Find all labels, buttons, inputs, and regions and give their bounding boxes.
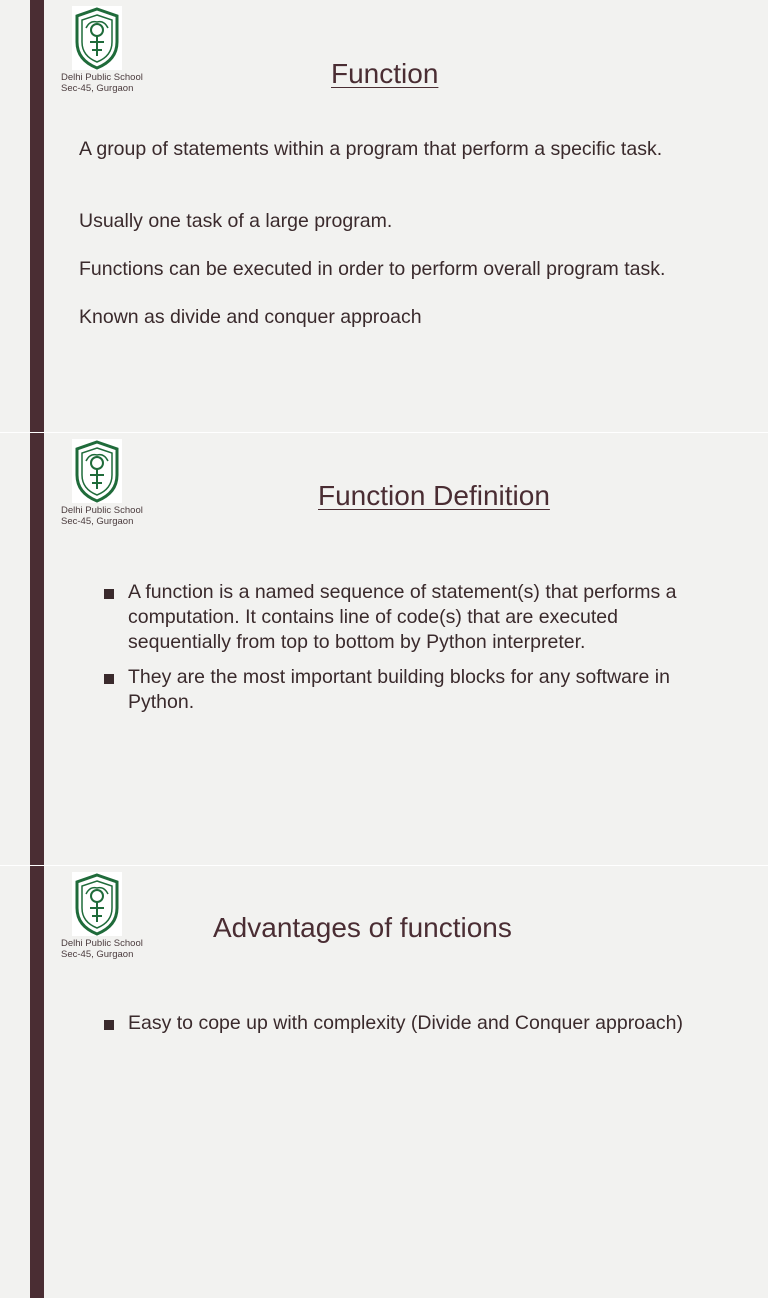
- slide-accent-bar: [30, 433, 44, 865]
- school-line-1: Delhi Public School: [61, 72, 143, 83]
- school-name: [61, 505, 143, 527]
- slide-title: Function: [331, 58, 439, 89]
- school-name: [61, 938, 143, 960]
- paragraph: Functions can be executed in order to perform overall program task.: [79, 258, 666, 280]
- school-logo-icon: [72, 872, 122, 936]
- slide-function-definition: [0, 433, 768, 865]
- school-line-2: Sec-45, Gurgaon: [61, 516, 134, 527]
- list-item: [104, 665, 704, 715]
- bullet-square-icon: [104, 1020, 114, 1030]
- bullet-list: [104, 580, 704, 725]
- slide-accent-bar: [30, 866, 44, 1298]
- bullet-square-icon: [104, 589, 114, 599]
- bullet-text: They are the most important building blocks for any software in Python.: [128, 666, 670, 713]
- school-line-1: Delhi Public School: [61, 938, 143, 949]
- school-name: [61, 72, 143, 94]
- school-line-1: Delhi Public School: [61, 505, 143, 516]
- paragraph: Usually one task of a large program.: [79, 210, 393, 232]
- school-logo-icon: [72, 6, 122, 70]
- bullet-text: A function is a named sequence of statement(s) that performs a computation. It contains line of code(s) that are executed sequentially from top to bottom by Python interpreter.: [128, 581, 677, 653]
- bullet-list: [104, 1011, 704, 1046]
- school-logo-icon: [72, 439, 122, 503]
- paragraph: A group of statements within a program that perform a specific task.: [79, 138, 663, 160]
- slide-title: Advantages of functions: [213, 912, 512, 943]
- school-line-2: Sec-45, Gurgaon: [61, 83, 134, 94]
- bullet-text: Easy to cope up with complexity (Divide and Conquer approach): [128, 1012, 683, 1034]
- paragraph: Known as divide and conquer approach: [79, 306, 422, 328]
- school-line-2: Sec-45, Gurgaon: [61, 949, 134, 960]
- slide-function: [0, 0, 768, 432]
- list-item: [104, 580, 704, 655]
- slide-accent-bar: [30, 0, 44, 432]
- bullet-square-icon: [104, 674, 114, 684]
- slide-title: Function Definition: [318, 480, 550, 511]
- slide-advantages-of-functions: [0, 866, 768, 1298]
